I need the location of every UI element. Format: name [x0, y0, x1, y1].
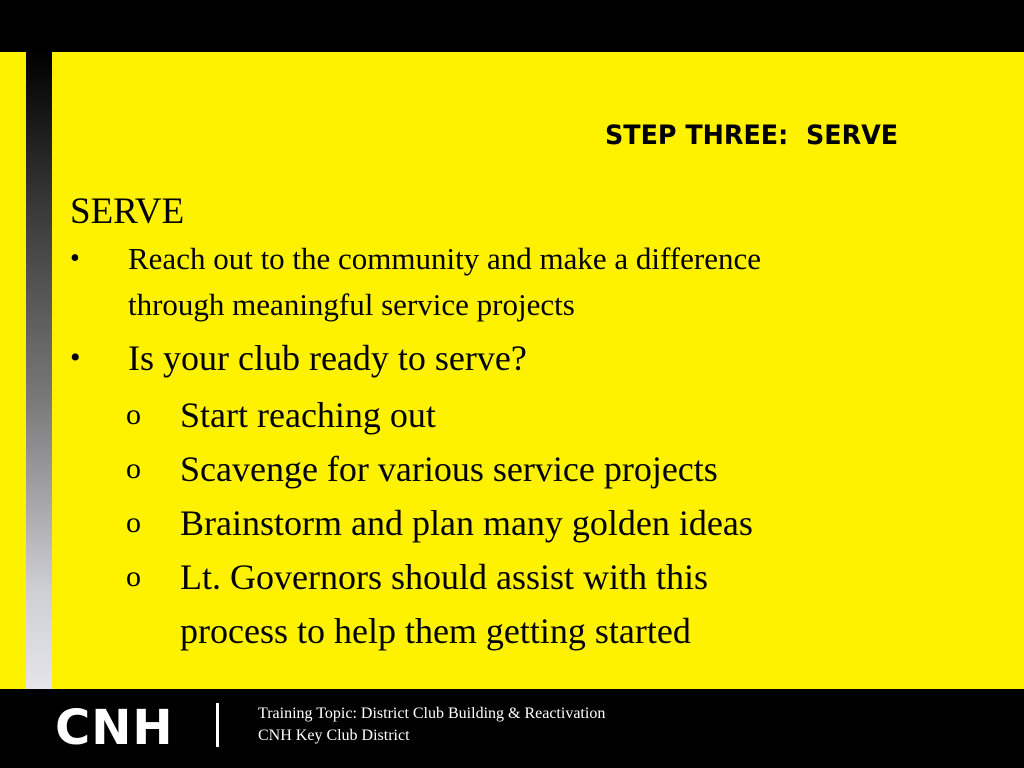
sub-bullet-item [126, 388, 970, 442]
sub-bullet-marker: o [126, 398, 141, 431]
section-heading: SERVE [70, 191, 185, 232]
sub-bullet-text-line: process to help them getting started [180, 611, 691, 651]
sub-bullet-text: Scavenge for various service projects [180, 449, 718, 489]
footer-district-name: CNH Key Club District [258, 727, 410, 744]
left-gradient-stripe [26, 52, 52, 689]
sub-bullet-marker: o [126, 506, 141, 539]
top-bar [0, 0, 1024, 52]
sub-bullet-text-line: Lt. Governors should assist with this [180, 557, 708, 597]
sub-bullet-item [126, 496, 970, 550]
cnh-logo: CNH [55, 700, 174, 756]
bullet-marker: • [70, 243, 80, 274]
bullet-item [70, 236, 970, 328]
sub-bullet-item [126, 442, 970, 496]
bullet-marker: • [70, 341, 81, 374]
bullet-text-line: through meaningful service projects [128, 287, 575, 322]
bullet-text: Is your club ready to serve? [128, 338, 527, 378]
slide-content [70, 190, 970, 658]
sub-bullet-item [126, 550, 970, 658]
sub-bullet-marker: o [126, 560, 141, 593]
bullet-item [70, 334, 970, 382]
sub-bullet-text: Start reaching out [180, 395, 436, 435]
bullet-text-line: Reach out to the community and make a difference [128, 241, 761, 276]
sub-bullet-marker: o [126, 452, 141, 485]
footer-divider [216, 703, 219, 747]
footer-caption [258, 703, 605, 747]
slide-title: STEP THREE: SERVE [605, 120, 899, 151]
footer-training-topic: Training Topic: District Club Building & Reactivation [258, 705, 606, 722]
sub-bullet-list [126, 388, 970, 658]
sub-bullet-text: Brainstorm and plan many golden ideas [180, 503, 753, 543]
